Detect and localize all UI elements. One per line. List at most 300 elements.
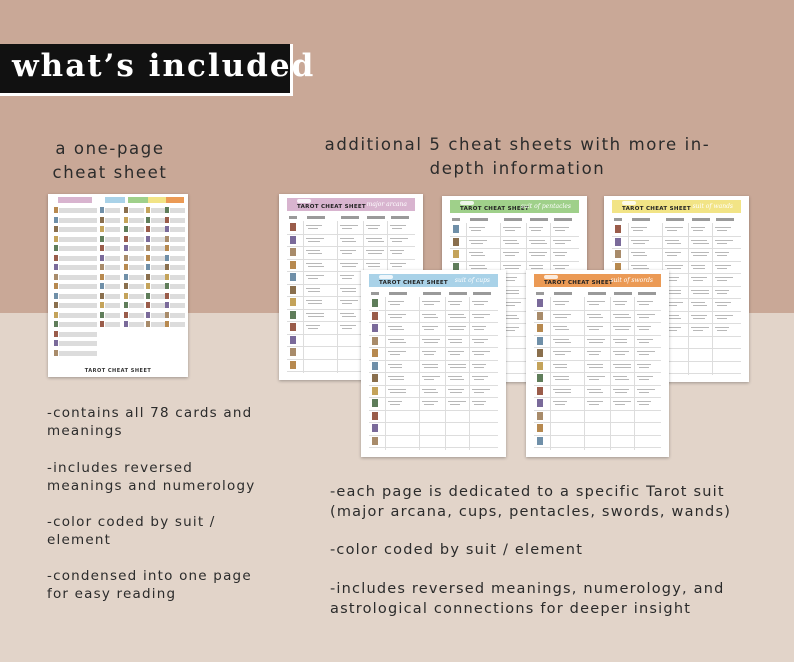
cell-text-line xyxy=(615,317,631,318)
cell-text-line xyxy=(308,241,320,242)
cell-text-line xyxy=(366,225,380,226)
column-divider xyxy=(610,297,611,450)
column-header xyxy=(666,218,684,221)
column-header xyxy=(473,292,491,295)
cell-text-line xyxy=(587,376,605,377)
cell-text-line xyxy=(340,288,356,289)
cell-text-line xyxy=(717,243,727,244)
cell-text-line xyxy=(555,404,565,405)
cell-text-line xyxy=(450,329,464,330)
card-thumbnail xyxy=(615,225,621,233)
cell-text-line xyxy=(105,246,120,251)
one-page-cheat-sheet-preview xyxy=(48,194,188,377)
cell-text-line xyxy=(693,243,709,244)
cell-text-line xyxy=(424,379,434,380)
cell-text-line xyxy=(691,327,709,328)
cell-text-line xyxy=(129,284,144,289)
card-thumbnail xyxy=(54,264,58,270)
column-header xyxy=(371,292,379,295)
cell-text-line xyxy=(553,240,571,241)
cell-text-line xyxy=(450,317,466,318)
cell-text-line xyxy=(474,404,484,405)
card-thumbnail xyxy=(100,283,104,289)
cell-text-line xyxy=(555,342,571,343)
cell-text-line xyxy=(151,227,166,232)
cell-text-line xyxy=(151,313,166,318)
cell-text-line xyxy=(151,256,166,261)
card-thumbnail xyxy=(453,225,459,233)
row-divider xyxy=(369,435,498,436)
cell-text-line xyxy=(667,293,681,294)
cell-text-line xyxy=(366,263,380,264)
column-header xyxy=(452,218,460,221)
suit-column-header xyxy=(128,197,148,203)
card-thumbnail xyxy=(290,361,296,369)
cell-text-line xyxy=(170,218,185,223)
sheet-suit-label: major arcana xyxy=(366,201,407,208)
row-divider xyxy=(534,347,661,348)
title-banner xyxy=(0,44,316,96)
column-header xyxy=(692,218,710,221)
column-divider xyxy=(469,297,470,450)
row-divider xyxy=(534,397,661,398)
card-thumbnail xyxy=(372,374,378,382)
column-header xyxy=(554,218,572,221)
cell-text-line xyxy=(59,313,97,318)
card-thumbnail xyxy=(100,274,104,280)
cell-text-line xyxy=(691,265,705,266)
card-thumbnail xyxy=(54,236,58,242)
cell-text-line xyxy=(59,294,97,299)
suit-column-header xyxy=(105,197,125,203)
cell-text-line xyxy=(553,401,567,402)
cell-text-line xyxy=(306,225,322,226)
cell-text-line xyxy=(615,379,629,380)
cell-text-line xyxy=(448,351,464,352)
card-thumbnail xyxy=(54,217,58,223)
cell-text-line xyxy=(388,339,404,340)
cell-text-line xyxy=(105,294,120,299)
column-header xyxy=(449,292,467,295)
card-thumbnail xyxy=(537,424,543,432)
cell-text-line xyxy=(665,240,679,241)
cell-text-line xyxy=(129,275,144,280)
cell-text-line xyxy=(450,342,462,343)
cell-text-line xyxy=(390,329,404,330)
cell-text-line xyxy=(368,266,380,267)
cell-text-line xyxy=(665,252,681,253)
card-thumbnail xyxy=(165,236,169,242)
card-thumbnail xyxy=(165,255,169,261)
cell-text-line xyxy=(390,304,400,305)
cell-text-line xyxy=(59,332,97,337)
sheet-title: TAROT CHEAT SHEET xyxy=(379,280,448,286)
cell-text-line xyxy=(529,227,543,228)
cell-text-line xyxy=(424,317,438,318)
row-divider xyxy=(287,246,415,247)
cell-text-line xyxy=(450,379,464,380)
cell-text-line xyxy=(422,314,436,315)
left-bullet-3: -color coded by suit / element xyxy=(47,514,216,548)
card-thumbnail xyxy=(124,302,128,308)
card-thumbnail xyxy=(537,412,543,420)
sheet-logo xyxy=(297,199,311,203)
cell-text-line xyxy=(424,367,438,368)
left-bullet-4: -condensed into one page for easy reading xyxy=(47,568,252,602)
right-bullet-1: -each page is dedicated to a specific Tarot suit (major arcana, cups, pentacles, swords, wands) xyxy=(330,484,732,520)
card-thumbnail xyxy=(372,337,378,345)
card-thumbnail xyxy=(165,302,169,308)
card-thumbnail xyxy=(290,348,296,356)
cell-text-line xyxy=(639,329,649,330)
cell-text-line xyxy=(59,227,97,232)
card-thumbnail xyxy=(54,274,58,280)
cell-text-line xyxy=(553,389,571,390)
card-thumbnail xyxy=(290,248,296,256)
cell-text-line xyxy=(129,218,144,223)
row-divider xyxy=(369,347,498,348)
cell-text-line xyxy=(553,326,567,327)
cell-text-line xyxy=(59,208,97,213)
card-thumbnail xyxy=(54,283,58,289)
cell-text-line xyxy=(691,240,707,241)
cell-text-line xyxy=(715,227,731,228)
cell-text-line xyxy=(308,291,320,292)
card-thumbnail xyxy=(290,223,296,231)
cell-text-line xyxy=(587,389,601,390)
cell-text-line xyxy=(613,326,631,327)
cell-text-line xyxy=(422,364,438,365)
cell-text-line xyxy=(531,268,543,269)
card-thumbnail xyxy=(537,437,543,445)
cell-text-line xyxy=(424,354,434,355)
cell-text-line xyxy=(390,238,408,239)
cell-text-line xyxy=(368,228,378,229)
card-thumbnail xyxy=(165,283,169,289)
column-header xyxy=(391,216,409,219)
cell-text-line xyxy=(105,237,120,242)
cell-text-line xyxy=(472,401,486,402)
cell-text-line xyxy=(388,301,404,302)
cell-text-line xyxy=(631,265,647,266)
cell-text-line xyxy=(129,313,144,318)
card-thumbnail xyxy=(615,250,621,258)
cell-text-line xyxy=(639,342,649,343)
cell-text-line xyxy=(613,389,629,390)
cell-text-line xyxy=(59,322,97,327)
row-divider xyxy=(369,422,498,423)
cell-text-line xyxy=(715,302,731,303)
cell-text-line xyxy=(59,303,97,308)
card-thumbnail xyxy=(453,250,459,258)
cell-text-line xyxy=(613,376,627,377)
cell-text-line xyxy=(553,364,567,365)
cell-text-line xyxy=(474,392,484,393)
card-thumbnail xyxy=(124,293,128,299)
cell-text-line xyxy=(170,237,185,242)
cell-text-line xyxy=(388,401,402,402)
card-thumbnail xyxy=(372,437,378,445)
cell-text-line xyxy=(505,305,515,306)
cell-text-line xyxy=(717,280,727,281)
cell-text-line xyxy=(589,329,599,330)
cell-text-line xyxy=(129,208,144,213)
cell-text-line xyxy=(715,240,733,241)
cell-text-line xyxy=(555,230,565,231)
card-thumbnail xyxy=(54,207,58,213)
cell-text-line xyxy=(448,314,464,315)
cell-text-line xyxy=(105,265,120,270)
card-thumbnail xyxy=(290,311,296,319)
column-header xyxy=(716,218,734,221)
cell-text-line xyxy=(615,367,631,368)
cell-text-line xyxy=(637,314,655,315)
cell-text-line xyxy=(340,250,356,251)
cell-text-line xyxy=(392,266,402,267)
cell-text-line xyxy=(424,329,434,330)
sheet-title: TAROT CHEAT SHEET xyxy=(297,204,366,210)
card-thumbnail xyxy=(537,387,543,395)
cell-text-line xyxy=(342,291,356,292)
cell-text-line xyxy=(529,252,547,253)
card-thumbnail xyxy=(100,245,104,251)
card-thumbnail xyxy=(146,312,150,318)
cell-text-line xyxy=(637,326,651,327)
row-divider xyxy=(534,322,661,323)
card-thumbnail xyxy=(165,226,169,232)
cell-text-line xyxy=(368,241,384,242)
cell-text-line xyxy=(450,367,466,368)
cell-text-line xyxy=(631,252,645,253)
cell-text-line xyxy=(555,243,565,244)
cell-text-line xyxy=(631,227,647,228)
card-thumbnail xyxy=(165,274,169,280)
cell-text-line xyxy=(637,364,651,365)
card-thumbnail xyxy=(537,312,543,320)
cell-text-line xyxy=(587,351,601,352)
cell-text-line xyxy=(422,339,440,340)
card-thumbnail xyxy=(290,273,296,281)
cell-text-line xyxy=(555,367,567,368)
column-divider xyxy=(337,221,338,373)
cell-text-line xyxy=(306,238,324,239)
sheet-header xyxy=(534,274,661,287)
cell-text-line xyxy=(390,392,406,393)
card-thumbnail xyxy=(146,274,150,280)
cell-text-line xyxy=(633,255,647,256)
cell-text-line xyxy=(151,322,166,327)
cell-text-line xyxy=(388,314,406,315)
cell-text-line xyxy=(613,401,631,402)
cell-text-line xyxy=(553,252,567,253)
cell-text-line xyxy=(693,255,707,256)
cell-text-line xyxy=(667,318,681,319)
row-divider xyxy=(534,435,661,436)
cell-text-line xyxy=(472,351,490,352)
cell-text-line xyxy=(693,230,703,231)
left-bullet-2: -includes reversed meanings and numerology xyxy=(47,460,256,494)
cell-text-line xyxy=(587,401,603,402)
cell-text-line xyxy=(505,318,519,319)
card-thumbnail xyxy=(54,245,58,251)
card-thumbnail xyxy=(100,236,104,242)
cell-text-line xyxy=(555,255,565,256)
cell-text-line xyxy=(637,389,655,390)
cell-text-line xyxy=(129,246,144,251)
cell-text-line xyxy=(555,354,565,355)
cell-text-line xyxy=(59,275,97,280)
cell-text-line xyxy=(589,342,603,343)
card-thumbnail xyxy=(146,255,150,261)
row-divider xyxy=(369,322,498,323)
cell-text-line xyxy=(555,379,569,380)
card-thumbnail xyxy=(372,362,378,370)
row-divider xyxy=(534,422,661,423)
cell-text-line xyxy=(693,305,707,306)
sheet-suit-label: suit of wands xyxy=(692,203,733,210)
cell-text-line xyxy=(691,315,707,316)
cell-text-line xyxy=(469,265,485,266)
row-divider xyxy=(450,248,579,249)
cell-text-line xyxy=(308,328,318,329)
cell-text-line xyxy=(105,256,120,261)
cell-text-line xyxy=(151,237,166,242)
card-thumbnail xyxy=(537,374,543,382)
card-thumbnail xyxy=(165,293,169,299)
cell-text-line xyxy=(717,305,727,306)
row-divider xyxy=(369,410,498,411)
cell-text-line xyxy=(340,238,354,239)
cell-text-line xyxy=(340,263,358,264)
cell-text-line xyxy=(151,284,166,289)
row-divider xyxy=(612,236,741,237)
card-thumbnail xyxy=(372,324,378,332)
card-thumbnail xyxy=(372,349,378,357)
column-header xyxy=(341,216,359,219)
cell-text-line xyxy=(129,265,144,270)
cell-text-line xyxy=(472,364,486,365)
card-thumbnail xyxy=(537,299,543,307)
column-header xyxy=(614,218,622,221)
card-thumbnail xyxy=(100,321,104,327)
cell-text-line xyxy=(474,379,484,380)
cell-text-line xyxy=(474,317,484,318)
cell-text-line xyxy=(129,237,144,242)
cell-text-line xyxy=(587,339,605,340)
column-divider xyxy=(419,297,420,450)
card-thumbnail xyxy=(372,387,378,395)
cell-text-line xyxy=(505,293,519,294)
row-divider xyxy=(450,261,579,262)
cell-text-line xyxy=(665,227,683,228)
cell-text-line xyxy=(448,401,466,402)
cell-text-line xyxy=(388,389,406,390)
cell-text-line xyxy=(59,246,97,251)
cell-text-line xyxy=(151,294,166,299)
cell-text-line xyxy=(717,255,727,256)
card-thumbnail xyxy=(146,293,150,299)
card-thumbnail xyxy=(54,312,58,318)
cell-text-line xyxy=(639,404,649,405)
cell-text-line xyxy=(390,225,406,226)
cell-text-line xyxy=(717,268,727,269)
column-divider xyxy=(550,297,551,450)
cell-text-line xyxy=(553,351,571,352)
row-divider xyxy=(450,236,579,237)
cell-text-line xyxy=(422,326,438,327)
sheet-suit-label: suit of swords xyxy=(610,277,653,284)
cell-text-line xyxy=(505,280,515,281)
card-thumbnail xyxy=(124,236,128,242)
suit-column-header xyxy=(166,197,184,203)
cell-text-line xyxy=(390,367,402,368)
cell-text-line xyxy=(392,241,402,242)
cell-text-line xyxy=(691,302,705,303)
cell-text-line xyxy=(531,243,547,244)
cell-text-line xyxy=(342,328,352,329)
sheet-logo xyxy=(460,201,474,205)
sheet-logo xyxy=(379,275,393,279)
row-divider xyxy=(612,261,741,262)
cell-text-line xyxy=(613,351,629,352)
cell-text-line xyxy=(105,227,120,232)
cell-text-line xyxy=(129,322,144,327)
cell-text-line xyxy=(555,268,565,269)
cell-text-line xyxy=(637,301,653,302)
card-thumbnail xyxy=(372,312,378,320)
column-header xyxy=(554,292,572,295)
swords-sheet-preview xyxy=(526,270,669,457)
cell-text-line xyxy=(505,243,519,244)
cell-text-line xyxy=(587,326,603,327)
card-thumbnail xyxy=(124,274,128,280)
card-thumbnail xyxy=(146,321,150,327)
column-divider xyxy=(688,223,689,375)
card-thumbnail xyxy=(146,226,150,232)
column-divider xyxy=(385,297,386,450)
cell-text-line xyxy=(715,277,733,278)
cell-text-line xyxy=(170,227,185,232)
cell-text-line xyxy=(308,228,318,229)
cell-text-line xyxy=(637,376,653,377)
cell-text-line xyxy=(639,317,649,318)
sheet-header xyxy=(369,274,498,287)
card-thumbnail xyxy=(290,236,296,244)
cell-text-line xyxy=(587,364,603,365)
cell-text-line xyxy=(553,301,569,302)
cell-text-line xyxy=(151,303,166,308)
sheet-suit-label: suit of pentacles xyxy=(520,203,571,210)
card-thumbnail xyxy=(146,245,150,251)
card-thumbnail xyxy=(165,312,169,318)
column-header xyxy=(588,292,606,295)
cell-text-line xyxy=(472,314,490,315)
card-thumbnail xyxy=(54,293,58,299)
right-bullet-3: -includes reversed meanings, numerology, and astrological connections for deeper insight xyxy=(330,581,725,617)
cell-text-line xyxy=(589,367,603,368)
cell-text-line xyxy=(151,246,166,251)
card-thumbnail xyxy=(537,324,543,332)
card-thumbnail xyxy=(372,399,378,407)
cell-text-line xyxy=(615,329,629,330)
cell-text-line xyxy=(105,284,120,289)
cell-text-line xyxy=(170,265,185,270)
card-thumbnail xyxy=(54,350,58,356)
card-thumbnail xyxy=(124,217,128,223)
cell-text-line xyxy=(474,367,484,368)
cell-text-line xyxy=(424,304,434,305)
cell-text-line xyxy=(450,304,460,305)
